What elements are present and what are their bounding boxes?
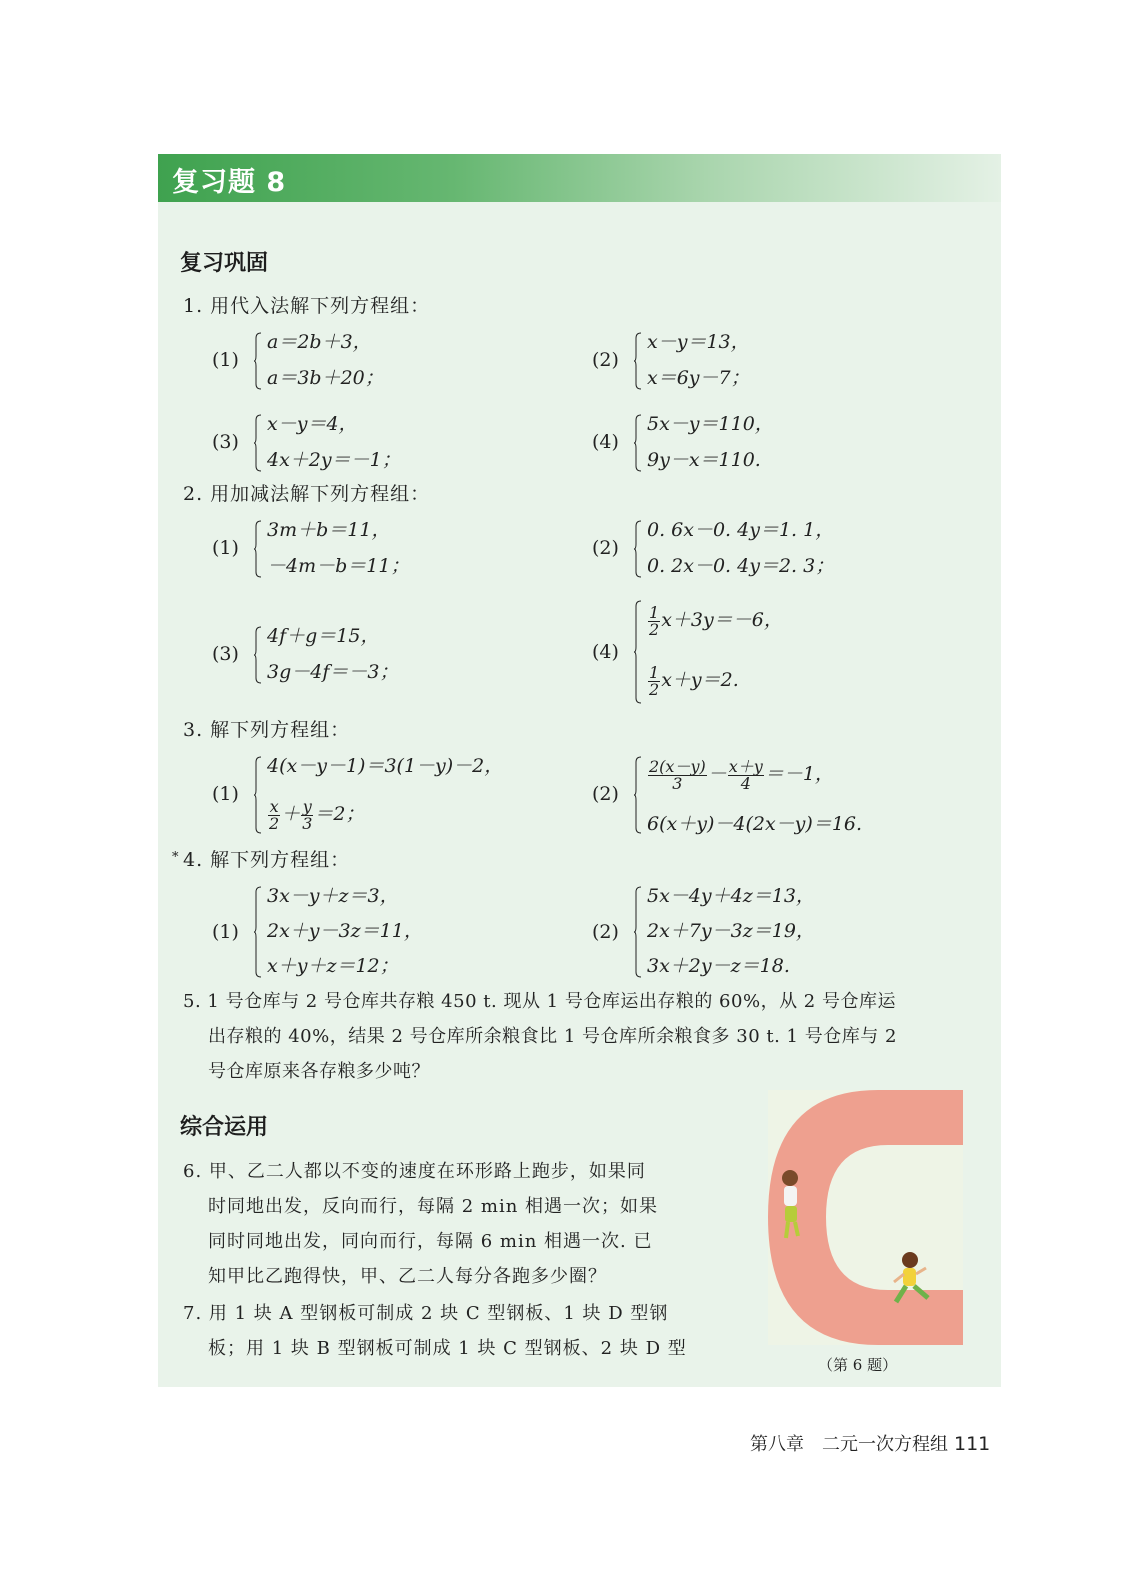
title-banner (158, 154, 1001, 202)
q1-p4-eq1: 5x－y＝110， (647, 413, 774, 435)
q1-system-3 (212, 414, 472, 472)
fraction: $\frac{1}{2}$ (649, 662, 660, 699)
page-footer (750, 1430, 990, 1456)
brace-icon (634, 414, 642, 472)
q3-stem: 3. 解下列方程组： (183, 719, 351, 741)
q2-system-1 (212, 520, 472, 578)
brace-icon (634, 332, 642, 390)
fraction: $\frac{2(x-y)}{3}$ (649, 756, 706, 793)
q5-line-1: 5. 1 号仓库与 2 号仓库共存粮 450 t. 现从 1 号仓库运出存粮的 60%，从 2 号仓库运 (183, 991, 896, 1012)
brace-icon (634, 756, 642, 834)
q3-p2-eq1: $\frac{2(x-y)}{3}$ － $\frac{x+y}{4}$ ＝－1， (649, 756, 834, 793)
q4-p1-eq3: x＋y＋z＝12； (267, 955, 399, 977)
q7-line-2: 板；用 1 块 B 型钢板可制成 1 块 C 型钢板、2 块 D 型 (208, 1338, 687, 1359)
q3-p1-eq1: 4(x－y－1)＝3(1－y)－2， (267, 755, 504, 777)
q3-system-2 (592, 756, 912, 834)
q1-p2-label: (2) (592, 349, 619, 371)
q4-p1-label: (1) (212, 921, 239, 943)
q1-p1-label: (1) (212, 349, 239, 371)
q1-p4-eq2: 9y－x＝110. (647, 449, 761, 471)
optional-star: * (172, 850, 179, 865)
q6-line-3: 同时同地出发，同向而行，每隔 6 min 相遇一次. 已 (208, 1231, 653, 1252)
q2-p3-label: (3) (212, 643, 239, 665)
q2-system-2 (592, 520, 892, 578)
brace-icon (254, 414, 262, 472)
brace-icon (254, 886, 262, 978)
q2-p2-label: (2) (592, 537, 619, 559)
q2-system-4 (592, 600, 852, 704)
page-title: 复习题 8 (172, 167, 287, 198)
brace-icon (254, 520, 262, 578)
brace-icon (634, 600, 642, 704)
brace-icon (254, 332, 262, 390)
q2-p2-eq2: 0. 2x－0. 4y＝2. 3； (647, 555, 835, 577)
fraction: $\frac{x}{2}$ (269, 796, 280, 833)
q3-system-1 (212, 756, 552, 834)
brace-icon (254, 756, 262, 834)
q1-system-1 (212, 332, 472, 390)
q4-stem: 4. 解下列方程组： (183, 849, 351, 871)
q3-p2-label: (2) (592, 783, 619, 805)
q4-p2-eq1: 5x－4y＋4z＝13， (647, 885, 815, 907)
q2-p4-label: (4) (592, 641, 619, 663)
page-number: 111 (954, 1433, 991, 1455)
q4-p2-label: (2) (592, 921, 619, 943)
figure-caption: （第 6 题） (818, 1356, 898, 1374)
q7-line-1: 7. 用 1 块 A 型钢板可制成 2 块 C 型钢板、1 块 D 型钢 (183, 1303, 669, 1324)
q2-p1-eq1: 3m＋b＝11， (267, 519, 391, 541)
q2-stem: 2. 用加减法解下列方程组： (183, 483, 431, 505)
chapter-title: 第八章 二元一次方程组 (750, 1434, 948, 1455)
q5-line-2: 出存粮的 40%，结果 2 号仓库所余粮食比 1 号仓库所余粮食多 30 t. 1 号仓库与 2 (208, 1026, 897, 1047)
brace-icon (634, 520, 642, 578)
q2-system-3 (212, 626, 472, 684)
q2-p4-eq2: $\frac{1}{2}$ x＋y＝2. (649, 662, 739, 699)
q1-p3-eq1: x－y＝4， (267, 413, 358, 435)
track-illustration (768, 1090, 963, 1345)
q1-p3-label: (3) (212, 431, 239, 453)
q4-p2-eq3: 3x＋2y－z＝18. (647, 955, 790, 977)
q6-line-1: 6. 甲、乙二人都以不变的速度在环形路上跑步，如果同 (183, 1161, 646, 1182)
running-track-icon (768, 1090, 963, 1345)
brace-icon (254, 626, 262, 684)
q1-stem: 1. 用代入法解下列方程组： (183, 295, 431, 317)
q1-p2-eq2: x＝6y－7； (647, 367, 750, 389)
q3-p2-eq2: 6(x＋y)－4(2x－y)＝16. (647, 813, 863, 835)
q5-line-3: 号仓库原来各存粮多少吨？ (208, 1061, 430, 1082)
q1-p4-label: (4) (592, 431, 619, 453)
q1-system-4 (592, 414, 852, 472)
q4-p1-eq2: 2x＋y－3z＝11， (267, 920, 423, 942)
q4-p1-eq1: 3x－y＋z＝3， (267, 885, 399, 907)
q2-p1-label: (1) (212, 537, 239, 559)
q1-system-2 (592, 332, 852, 390)
q4-system-1 (212, 886, 472, 978)
section-title-review: 复习巩固 (180, 251, 269, 276)
q6-line-4: 知甲比乙跑得快，甲、乙二人每分各跑多少圈？ (208, 1266, 607, 1287)
q4-system-2 (592, 886, 852, 978)
q1-p1-eq1: a＝2b＋3， (267, 331, 372, 353)
q1-p2-eq1: x－y＝13， (647, 331, 750, 353)
fraction: $\frac{y}{3}$ (302, 796, 313, 833)
q1-p1-eq2: a＝3b＋20； (267, 367, 384, 389)
fraction: $\frac{x+y}{4}$ (728, 756, 763, 793)
section-title-apply: 综合运用 (180, 1115, 269, 1140)
q4-p2-eq2: 2x＋7y－3z＝19， (647, 920, 815, 942)
brace-icon (634, 886, 642, 978)
q3-p1-eq2: $\frac{x}{2}$ ＋ $\frac{y}{3}$ ＝2； (269, 796, 365, 833)
q2-p2-eq1: 0. 6x－0. 4y＝1. 1， (647, 519, 835, 541)
q2-p3-eq1: 4f＋g＝15， (267, 625, 380, 647)
fraction: $\frac{1}{2}$ (649, 602, 660, 639)
q2-p4-eq1: $\frac{1}{2}$ x＋3y＝－6， (649, 602, 783, 639)
q1-p3-eq2: 4x＋2y＝－1； (267, 449, 401, 471)
q2-p1-eq2: －4m－b＝11； (267, 555, 410, 577)
q2-p3-eq2: 3g－4f＝－3； (267, 661, 399, 683)
q3-p1-label: (1) (212, 783, 239, 805)
q6-line-2: 时同地出发，反向而行，每隔 2 min 相遇一次；如果 (208, 1196, 659, 1217)
